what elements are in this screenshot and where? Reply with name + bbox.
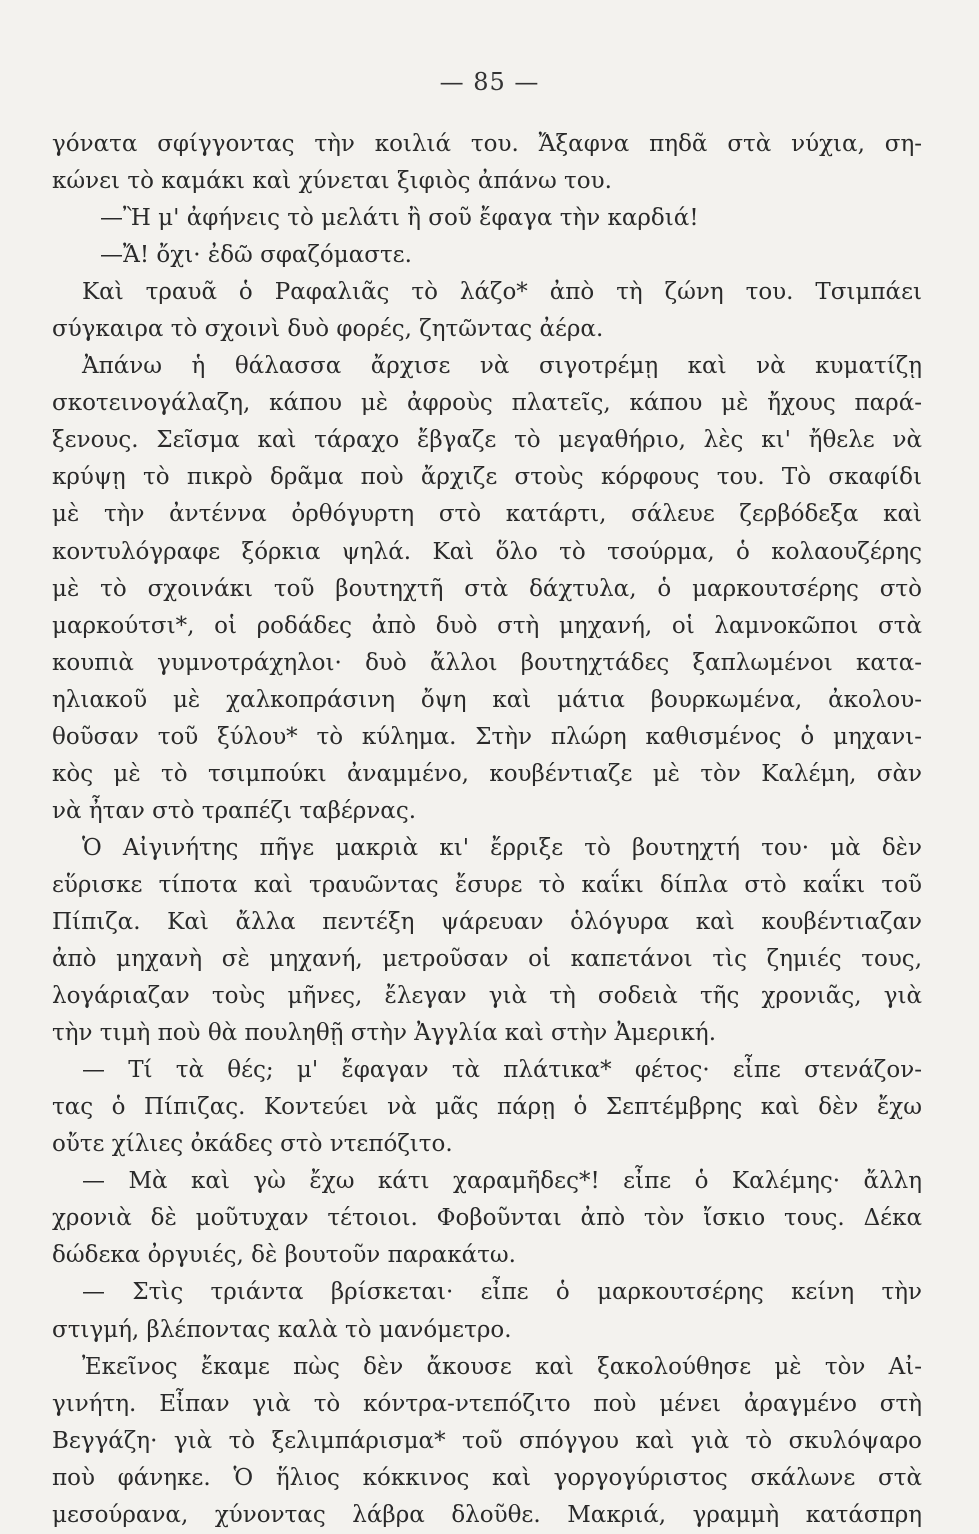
body-text	[52, 126, 922, 1534]
text-line: μὲ τὸ σχοινάκι τοῦ βουτηχτῆ στὰ δάχτυλα, ὁ μαρκουτσέρης στὸ	[52, 575, 922, 602]
text-line: εὕρισκε τίποτα καὶ τραυῶντας ἔσυρε τὸ καΐκι δίπλα στὸ καΐκι τοῦ	[52, 871, 922, 898]
text-line: κώνει τὸ καμάκι καὶ χύνεται ξιφιὸς ἀπάνω του.	[52, 168, 612, 195]
text-line: νὰ ἦταν στὸ τραπέζι ταβέρνας.	[52, 797, 417, 824]
text-line: Καὶ τραυᾶ ὁ Ραφαλιᾶς τὸ λάζο* ἀπὸ τὴ ζώνη του. Τσιμπάει	[82, 279, 922, 306]
text-line: Ὁ Αἰγινήτης πῆγε μακριὰ κι' ἔρριξε τὸ βουτηχτή του· μὰ δὲν	[82, 834, 922, 861]
text-line: λογάριαζαν τοὺς μῆνες, ἔλεγαν γιὰ τὴ σοδειὰ τῆς χρονιᾶς, γιὰ	[52, 983, 922, 1010]
text-line: Πίπιζα. Καὶ ἄλλα πεντέξη ψάρευαν ὁλόγυρα καὶ κουβέντιαζαν	[52, 908, 922, 935]
text-line: ηλιακοῦ μὲ χαλκοπράσινη ὄψη καὶ μάτια βουρκωμένα, ἀκολου-	[52, 686, 922, 713]
text-line: κουπιὰ γυμνοτράχηλοι· δυὸ ἄλλοι βουτηχτάδες ξαπλωμένοι κατα-	[52, 649, 922, 676]
text-line: χρονιὰ δὲ μοῦτυχαν τέτοιοι. Φοβοῦνται ἀπὸ τὸν ἴσκιο τους. Δέκα	[52, 1205, 922, 1232]
text-line: σκοτεινογάλαζη, κάπου μὲ ἀφροὺς πλατεῖς, κάπου μὲ ἤχους παρά-	[52, 390, 922, 417]
text-line: τὴν τιμὴ ποὺ θὰ πουληθῇ στὴν Ἀγγλία καὶ στὴν Ἀμερική.	[52, 1020, 717, 1047]
text-line: δώδεκα ὀργυιές, δὲ βουτοῦν παρακάτω.	[52, 1242, 516, 1269]
text-line: ξενους. Σεῖσμα καὶ τάραχο ἔβγαζε τὸ μεγαθήριο, λὲς κι' ἤθελε νὰ	[52, 427, 922, 454]
text-line: Ἐκεῖνος ἔκαμε πὼς δὲν ἄκουσε καὶ ξακολούθησε μὲ τὸν Αἰ-	[82, 1353, 922, 1380]
text-line: — Στὶς τριάντα βρίσκεται· εἶπε ὁ μαρκουτσέρης κείνη τὴν	[82, 1279, 922, 1306]
text-line: τας ὁ Πίπιζας. Κοντεύει νὰ μᾶς πάρῃ ὁ Σεπτέμβρης καὶ δὲν ἔχω	[52, 1094, 922, 1121]
text-line: μὲ τὴν ἀντέννα ὀρθόγυρτη στὸ κατάρτι, σάλευε ζερβόδεξα καὶ	[52, 501, 922, 528]
text-line: — Μὰ καὶ γὼ ἔχω κάτι χαραμῆδες*! εἶπε ὁ Καλέμης· ἄλλη	[82, 1168, 922, 1195]
text-line: — Τί τὰ θές; μ' ἔφαγαν τὰ πλάτικα* φέτος· εἶπε στενάζον-	[82, 1057, 922, 1084]
text-line: —Ἄ! ὄχι· ἐδῶ σφαζόμαστε.	[100, 242, 412, 269]
text-line: ἀπὸ μηχανὴ σὲ μηχανή, μετροῦσαν οἱ καπετάνοι τὶς ζημιές τους,	[52, 946, 922, 973]
text-line: σύγκαιρα τὸ σχοινὶ δυὸ φορές, ζητῶντας ἀέρα.	[52, 316, 604, 343]
text-line: κὸς μὲ τὸ τσιμπούκι ἀναμμένο, κουβέντιαζε μὲ τὸν Καλέμη, σὰν	[52, 760, 922, 787]
text-line: ποὺ φάνηκε. Ὁ ἥλιος κόκκινος καὶ γοργογύριστος σκάλωνε στὰ	[52, 1464, 922, 1491]
text-line: στιγμή, βλέποντας καλὰ τὸ μανόμετρο.	[52, 1316, 512, 1343]
text-line: —Ἢ μ' ἀφήνεις τὸ μελάτι ἢ σοῦ ἔφαγα τὴν καρδιά!	[100, 205, 699, 232]
text-line: θοῦσαν τοῦ ξύλου* τὸ κύλημα. Στὴν πλώρη καθισμένος ὁ μηχανι-	[52, 723, 922, 750]
text-line: μαρκούτσι*, οἱ ροδάδες ἀπὸ δυὸ στὴ μηχανή, οἱ λαμνοκῶποι στὰ	[52, 612, 922, 639]
text-line: οὔτε χίλιες ὀκάδες στὸ ντεπόζιτο.	[52, 1131, 453, 1158]
text-line: κρύψῃ τὸ πικρὸ δρᾶμα ποὺ ἄρχιζε στοὺς κόρφους του. Τὸ σκαφίδι	[52, 464, 922, 491]
text-line: Ἀπάνω ἡ θάλασσα ἄρχισε νὰ σιγοτρέμῃ καὶ νὰ κυματίζῃ	[82, 353, 922, 380]
text-line: γόνατα σφίγγοντας τὴν κοιλιά του. Ἄξαφνα πηδᾶ στὰ νύχια, ση-	[52, 131, 922, 157]
text-line: κοντυλόγραφε ξόρκια ψηλά. Καὶ ὅλο τὸ τσούρμα, ὁ κολαουζέρης	[52, 538, 922, 565]
page-number: — 85 —	[439, 68, 540, 96]
text-line: μεσούρανα, χύνοντας λάβρα δλοῦθε. Μακριά, γραμμὴ κατάσπρη	[52, 1501, 922, 1528]
text-line: γινήτη. Εἶπαν γιὰ τὸ κόντρα-ντεπόζιτο ποὺ μένει ἀραγμένο στὴ	[52, 1390, 922, 1417]
text-line: Βεγγάζη· γιὰ τὸ ξελιμπάρισμα* τοῦ σπόγγου καὶ γιὰ τὸ σκυλόψαρο	[52, 1427, 922, 1454]
